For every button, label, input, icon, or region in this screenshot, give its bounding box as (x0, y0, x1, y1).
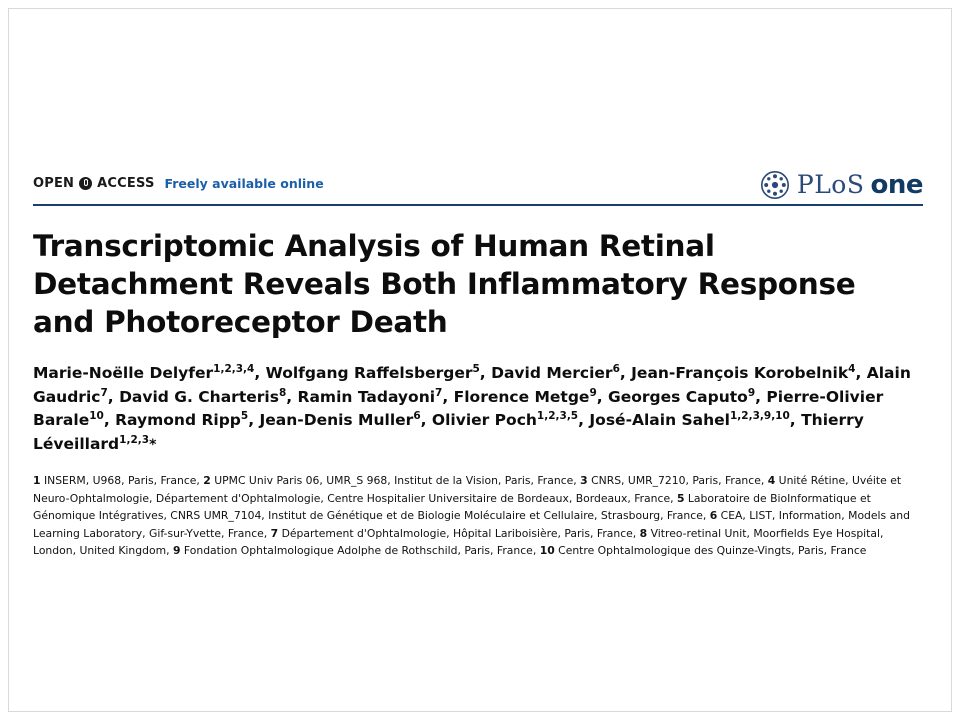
header-divider (33, 204, 923, 206)
page-title: Transcriptomic Analysis of Human Retinal Detachment Reveals Both Inflammatory Response and Photoreceptor Death (33, 229, 856, 339)
open-access-open-label: OPEN (33, 176, 75, 191)
plos-flower-icon (760, 170, 790, 200)
open-access-access-label: ACCESS (97, 176, 155, 191)
plos-one-logo (760, 168, 923, 202)
plos-wordmark (797, 172, 923, 198)
affiliation-list: 1 INSERM, U968, Paris, France, 2 UPMC Univ Paris 06, UMR_S 968, Institut de la Vision, Paris, France, 3 CNRS, UMR_7210, Paris, France, 4 Unité Rétine, Uvéite et Neuro-Ophtalmologie, Département d'Ophtalmologie, Centre Hospitalier Universitaire de Bordeaux, Bordeaux, France, 5 Laboratoire de BioInformatique et Génomique Intégratives, CNRS UMR_7104, Institut de Génétique et de Biologie Moléculaire et Cellulaire, Strasbourg, France, 6 CEA, LIST, Information, Models and Learning Laboratory, Gif-sur-Yvette, France, 7 Département d'Ophtalmologie, Hôpital Lariboisière, Paris, France, 8 Vitreo-retinal Unit, Moorfields Eye Hospital, London, United Kingdom, 9 Fondation Ophtalmologique Adolphe de Rothschild, Paris, France, 10 Centre Ophtalmologique des Quinze-Vingts, Paris, France (33, 474, 910, 558)
freely-available-label: Freely available online (164, 176, 324, 191)
article-header-block (33, 168, 923, 560)
open-access-label-group (33, 176, 324, 191)
plos-name: PLoS (796, 170, 865, 199)
author-list: Marie-Noëlle Delyfer$^{1,2,3,4}$, Wolfgang Raffelsberger$^5$, David Mercier$^6$, Jean-François Korobelnik$^4$, Alain Gaudric$^7$, David G. Charteris$^8$, Ramin Tadayoni$^7$, Florence Metge$^9$, Georges Caputo$^9$, Pierre-Olivier Barale$^{10}$, Raymond Ripp$^5$, Jean-Denis Muller$^6$, Olivier Poch$^{1,2,3,5}$, José-Alain Sahel$^{1,2,3,9,10}$, Thierry Léveillard$^{1,2,3}$* (33, 363, 911, 453)
plos-one-suffix: one (870, 170, 923, 200)
open-lock-icon (79, 177, 92, 190)
open-access-bar (33, 168, 923, 202)
